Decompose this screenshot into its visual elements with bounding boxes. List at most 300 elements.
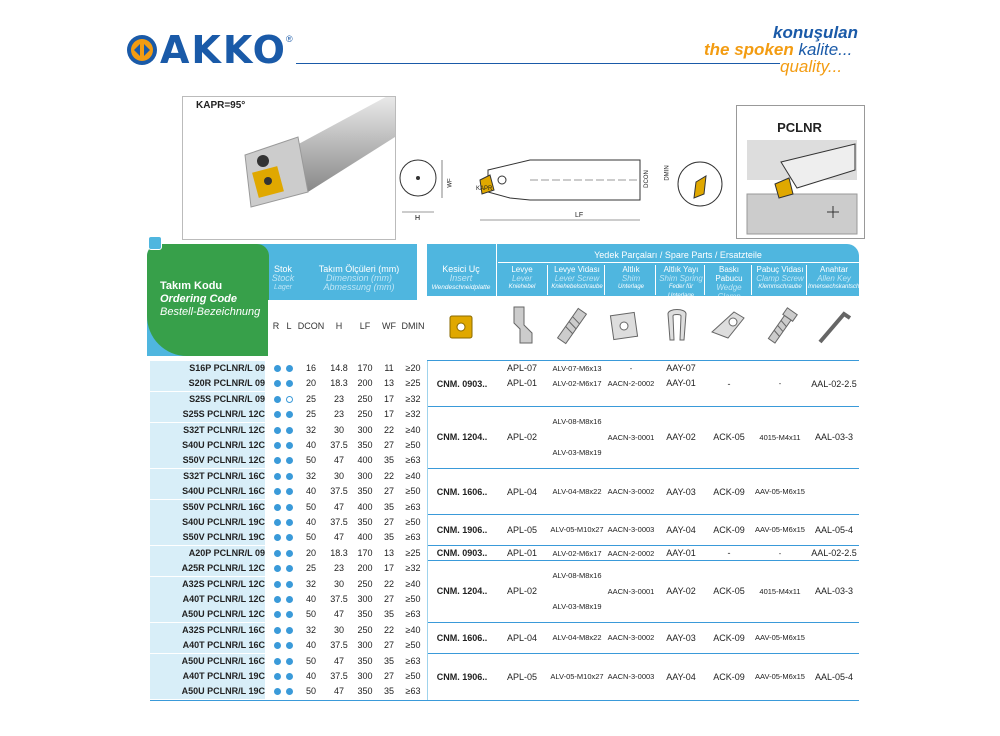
shim-value: AACN-3-0001 — [607, 433, 655, 443]
part-col-divider — [704, 265, 705, 295]
cell-dmin: ≥25 — [405, 378, 421, 389]
part-header-en: Lever — [511, 274, 532, 283]
stock-dots — [268, 607, 296, 622]
stock-l-dot — [286, 380, 293, 387]
part-col-divider — [806, 265, 807, 295]
tool-photo-frame — [182, 96, 396, 240]
cell-dmin: ≥50 — [405, 440, 421, 450]
cell-dcon: 25 — [305, 563, 316, 574]
dims-de: Abmessung (mm) — [323, 282, 395, 292]
stock-dots — [268, 469, 296, 484]
cell-dmin: ≥40 — [405, 470, 421, 481]
cell-dcon: 32 — [305, 424, 316, 435]
shim-value: - — [629, 364, 633, 373]
stock-dots — [268, 407, 296, 422]
stock-dots — [268, 376, 296, 391]
stock-r-dot — [274, 565, 281, 572]
wedge-clamp-icon — [708, 308, 748, 342]
cell-dcon: 50 — [305, 501, 316, 512]
spring-value: AAY-01 — [666, 378, 696, 389]
cell-wf: 27 — [383, 594, 394, 604]
screw-value: ALV-03-M8x19 — [552, 448, 602, 457]
cell-h: 37.5 — [330, 671, 348, 681]
kapr-label: KAPR=95° — [196, 100, 246, 111]
cell-dmin: ≥32 — [405, 563, 421, 574]
clamp-screw-value: 4015-M4x11 — [759, 433, 801, 443]
stock-l-dot — [286, 457, 293, 464]
spring-value: AAY-03 — [666, 486, 696, 497]
wedge-clamp-value: ACK-05 — [713, 432, 745, 443]
pclnr-diagram-icon — [737, 136, 864, 236]
stock-l-dot — [286, 504, 293, 511]
stock-l-dot — [286, 673, 293, 680]
shim-value: AACN-3-0003 — [607, 525, 655, 534]
cell-lf: 350 — [357, 609, 373, 620]
stock-tr: Stok — [273, 264, 292, 274]
wedge-clamp-value: - — [727, 379, 731, 389]
ordering-code: A32S PCLNR/L 16C — [150, 623, 265, 638]
shim-value: AACN-3-0001 — [607, 587, 655, 597]
insert-code: CNM. 1204.. — [436, 586, 488, 597]
insert-code: CNM. 1906.. — [436, 671, 488, 682]
ordering-code: S25S PCLNR/L 12C — [150, 407, 265, 422]
cell-lf: 350 — [357, 486, 373, 497]
cell-wf: 35 — [383, 686, 394, 697]
cell-wf: 13 — [383, 378, 394, 389]
dim-kapr: KAPR — [476, 186, 493, 192]
cell-h: 47 — [333, 686, 344, 697]
stock-dots — [268, 669, 296, 684]
subheader-dcon: DCON — [297, 321, 325, 331]
stock-dots — [268, 423, 296, 438]
part-header-de: Feder für — [668, 284, 694, 290]
stock-dots — [268, 623, 296, 638]
allen-key-value: AAL-02-2.5 — [811, 547, 857, 558]
insert-divider — [427, 361, 428, 700]
part-header-tr: Anahtar — [819, 265, 849, 274]
screw-value: ALV-08-M8x16 — [552, 417, 602, 427]
tagline-tr: konuşulan — [773, 23, 859, 42]
cell-dmin: ≥50 — [405, 486, 421, 497]
cell-wf: 22 — [383, 470, 394, 481]
insert-icon — [447, 313, 475, 341]
screw-value: ALV-02-M6x17 — [552, 548, 602, 558]
code-tr: Takım Kodu — [160, 280, 223, 292]
cell-dmin: ≥63 — [405, 455, 421, 466]
ordering-code: A40T PCLNR/L 19C — [150, 669, 265, 684]
wedge-clamp-value: ACK-09 — [713, 632, 745, 643]
stock-r-dot — [274, 504, 281, 511]
cell-h: 47 — [333, 501, 344, 512]
part-header-de: Kniehebel — [508, 284, 536, 290]
wedge-clamp-value: ACK-09 — [713, 671, 745, 682]
stock-de: Lager — [274, 284, 292, 291]
stock-r-dot — [274, 365, 281, 372]
part-header-de: Unterlage — [617, 284, 644, 290]
cell-lf: 300 — [357, 671, 373, 681]
insert-code: CNM. 1606.. — [436, 632, 488, 643]
cell-wf: 35 — [383, 609, 394, 620]
cell-wf: 27 — [383, 671, 394, 681]
cell-wf: 27 — [383, 486, 394, 497]
cell-h: 47 — [333, 532, 344, 543]
allen-key-icon — [814, 304, 854, 348]
ordering-code: A40T PCLNR/L 12C — [150, 592, 265, 607]
stock-l-dot — [286, 627, 293, 634]
stock-en: Stock — [271, 273, 295, 283]
cell-lf: 350 — [357, 655, 373, 666]
screw-value: ALV-08-M8x16 — [552, 571, 602, 581]
part-col-divider — [751, 265, 752, 295]
corner-tab-icon — [148, 236, 162, 250]
wedge-clamp-value: - — [727, 547, 731, 558]
stock-dots — [268, 438, 296, 453]
cell-dcon: 50 — [305, 655, 316, 666]
cell-dcon: 40 — [305, 640, 316, 651]
cell-dmin: ≥50 — [405, 640, 421, 651]
cell-dmin: ≥63 — [405, 655, 421, 666]
cell-dcon: 50 — [305, 532, 316, 543]
cell-wf: 35 — [383, 655, 394, 666]
stock-r-dot — [274, 688, 281, 695]
part-header-en: Wedge — [716, 283, 742, 292]
stock-l-dot — [286, 658, 293, 665]
cell-h: 18.3 — [330, 547, 348, 558]
insert-code: CNM. 1606.. — [436, 486, 488, 497]
cell-dmin: ≥20 — [405, 363, 421, 373]
lever-value: APL-07 — [506, 363, 538, 373]
table-bottom-line — [150, 700, 859, 701]
part-header-en: Clamp Screw — [756, 274, 804, 283]
cell-h: 30 — [333, 424, 344, 435]
spring-value: AAY-04 — [666, 671, 696, 682]
cell-h: 37.5 — [330, 440, 348, 450]
screw-value: ALV-02-M6x17 — [552, 379, 602, 389]
cell-wf: 11 — [384, 363, 394, 373]
cell-wf: 17 — [383, 393, 394, 404]
cell-wf: 22 — [383, 578, 394, 589]
insert-code: CNM. 1204.. — [436, 432, 488, 443]
lever-value: APL-01 — [506, 378, 538, 389]
ordering-code: S25S PCLNR/L 09 — [150, 392, 265, 407]
cell-dcon: 40 — [305, 594, 316, 604]
insert-de: Wendeschneidplatte — [431, 284, 491, 291]
stock-r-dot — [274, 427, 281, 434]
tagline-en-a: the spoken — [704, 40, 799, 59]
spring-value: AAY-04 — [666, 525, 696, 535]
stock-r-dot — [274, 658, 281, 665]
allen-key-value: AAL-03-3 — [814, 432, 854, 443]
stock-l-dot — [286, 581, 293, 588]
stock-l-dot — [286, 396, 293, 403]
bore-view-drawing-icon — [674, 156, 724, 216]
dim-dcon: DCON — [643, 170, 650, 188]
ordering-code: S40U PCLNR/L 19C — [150, 515, 265, 530]
dims-header — [300, 265, 418, 292]
stock-r-dot — [274, 396, 281, 403]
ordering-code: S40U PCLNR/L 12C — [150, 438, 265, 453]
part-header-en: Allen Key — [817, 274, 851, 283]
cell-lf: 250 — [357, 624, 373, 635]
stock-r-dot — [274, 411, 281, 418]
cell-lf: 350 — [357, 686, 373, 697]
insert-code: CNM. 1906.. — [436, 525, 488, 535]
cell-lf: 350 — [357, 440, 373, 450]
spring-value: AAY-01 — [666, 547, 696, 558]
cell-lf: 300 — [357, 470, 373, 481]
part-header-1 — [549, 265, 605, 292]
shim-value: AACN-3-0002 — [607, 486, 655, 496]
cell-lf: 200 — [357, 563, 373, 574]
ordering-code: A50U PCLNR/L 19C — [150, 684, 265, 699]
allen-key-value: AAL-05-4 — [814, 671, 854, 682]
stock-l-dot — [286, 550, 293, 557]
insert-code: CNM. 0903.. — [436, 379, 488, 389]
dims-en: Dimension (mm) — [325, 273, 392, 283]
cell-dmin: ≥63 — [405, 686, 421, 697]
stock-dots — [268, 592, 296, 607]
cell-h: 47 — [333, 609, 344, 620]
cell-lf: 200 — [357, 378, 373, 389]
screw-value: ALV-03-M8x19 — [552, 602, 602, 611]
part-header-de: Kniehebelschraube — [551, 284, 603, 290]
lever-value: APL-05 — [506, 525, 538, 535]
pclnr-title: PCLNR — [777, 120, 822, 135]
stock-l-dot — [286, 488, 293, 495]
cell-dcon: 25 — [305, 409, 316, 420]
end-view-drawing-icon — [398, 148, 448, 228]
stock-r-dot — [274, 673, 281, 680]
part-header-0 — [498, 265, 546, 292]
cell-wf: 27 — [383, 640, 394, 651]
lever-value: APL-02 — [506, 432, 538, 443]
stock-r-dot — [274, 611, 281, 618]
cell-h: 47 — [333, 455, 344, 466]
stock-r-dot — [274, 473, 281, 480]
stock-dots — [268, 453, 296, 468]
tagline-en-b: kalite... — [798, 40, 853, 59]
cell-h: 30 — [333, 470, 344, 481]
spare-title: Yedek Parçaları / Spare Parts / Ersatzteile — [594, 250, 762, 260]
part-header-tr: Altlık Yayı — [663, 265, 699, 274]
ordering-code: A25R PCLNR/L 12C — [150, 561, 265, 576]
part-col-divider — [547, 265, 548, 295]
cell-wf: 13 — [383, 547, 394, 558]
clamp-screw-value: AAV-05-M6x15 — [755, 632, 805, 642]
cell-wf: 35 — [383, 501, 394, 512]
dim-wf: WF — [447, 178, 454, 188]
cell-dcon: 25 — [305, 393, 316, 404]
brand-reg: ® — [286, 34, 293, 44]
cell-dmin: ≥63 — [405, 532, 421, 543]
shim-value: AACN-2-0002 — [607, 379, 655, 389]
cell-h: 18.3 — [330, 378, 348, 389]
cell-wf: 17 — [383, 409, 394, 420]
cell-h: 47 — [333, 655, 344, 666]
stock-l-dot — [286, 519, 293, 526]
shim-icon — [608, 310, 640, 342]
insert-col-divider — [496, 244, 497, 296]
lever-value: APL-01 — [506, 547, 538, 558]
insert-header — [427, 265, 495, 292]
cell-h: 23 — [333, 393, 344, 404]
stock-dots — [268, 684, 296, 699]
code-header — [160, 280, 260, 319]
subheader-r: R — [272, 321, 280, 331]
stock-l-dot — [286, 688, 293, 695]
ordering-code: A50U PCLNR/L 16C — [150, 654, 265, 669]
ordering-code: S50V PCLNR/L 19C — [150, 530, 265, 545]
dim-h-text: H — [415, 215, 421, 222]
stock-l-dot — [286, 534, 293, 541]
cell-lf: 250 — [357, 578, 373, 589]
cell-dmin: ≥40 — [405, 424, 421, 435]
cell-dcon: 50 — [305, 609, 316, 620]
stock-r-dot — [274, 596, 281, 603]
cell-wf: 22 — [383, 424, 394, 435]
part-header-de: Innensechskantschlüssel — [808, 284, 875, 290]
allen-key-value: AAL-02-2.5 — [811, 379, 857, 389]
subheader-wf: WF — [382, 321, 396, 331]
cell-dcon: 40 — [305, 486, 316, 497]
side-view-drawing-icon — [460, 150, 680, 230]
shim-spring-icon — [662, 306, 692, 346]
cell-dcon: 32 — [305, 470, 316, 481]
cell-dcon: 32 — [305, 578, 316, 589]
stock-l-dot — [286, 427, 293, 434]
subheader-h: H — [335, 321, 343, 331]
cell-lf: 250 — [357, 409, 373, 420]
cell-h: 23 — [333, 563, 344, 574]
stock-l-dot — [286, 411, 293, 418]
cell-dcon: 40 — [305, 517, 316, 527]
part-header-tr: Levye — [511, 265, 533, 274]
cell-lf: 170 — [357, 363, 373, 373]
tool-photo-icon — [183, 97, 395, 239]
ordering-code: S40U PCLNR/L 16C — [150, 484, 265, 499]
cell-dcon: 50 — [305, 455, 316, 466]
cell-dcon: 20 — [305, 378, 316, 389]
stock-l-dot — [286, 442, 293, 449]
stock-dots — [268, 484, 296, 499]
dim-dmin: DMIN — [664, 165, 671, 181]
clamp-screw-value: - — [778, 379, 782, 388]
spring-value: AAY-02 — [666, 586, 696, 597]
cell-dmin: ≥40 — [405, 578, 421, 589]
cell-dcon: 40 — [305, 671, 316, 681]
cell-h: 37.5 — [330, 640, 348, 651]
stock-l-dot — [286, 642, 293, 649]
part-header-en: Shim — [621, 274, 641, 283]
cell-lf: 170 — [357, 547, 373, 558]
ordering-code: S20R PCLNR/L 09 — [150, 376, 265, 391]
ordering-code: A20P PCLNR/L 09 — [150, 546, 265, 561]
allen-key-value: AAL-05-4 — [814, 525, 854, 535]
subheader-lf: LF — [359, 321, 371, 331]
clamp-screw-value: AAV-05-M6x15 — [755, 525, 805, 534]
part-header-tr: Pabuç Vidası — [756, 265, 804, 274]
cell-dmin: ≥40 — [405, 624, 421, 635]
cell-dmin: ≥32 — [405, 409, 421, 420]
subheader-dmin: DMIN — [401, 321, 425, 331]
cell-dcon: 32 — [305, 624, 316, 635]
cell-lf: 400 — [357, 532, 373, 543]
lever-value: APL-04 — [506, 486, 538, 497]
part-header-tr: Baskı Pabucu — [715, 265, 743, 283]
cell-lf: 300 — [357, 594, 373, 604]
wedge-clamp-value: ACK-09 — [713, 525, 745, 535]
code-en: Ordering Code — [160, 293, 238, 305]
stock-r-dot — [274, 442, 281, 449]
stock-l-dot — [286, 365, 293, 372]
stock-r-dot — [274, 534, 281, 541]
cell-wf: 17 — [383, 563, 394, 574]
stock-dots — [268, 530, 296, 545]
wedge-clamp-value: ACK-05 — [713, 586, 745, 597]
cell-lf: 300 — [357, 640, 373, 651]
tagline-quality: quality... — [780, 57, 843, 76]
cell-dcon: 40 — [305, 440, 316, 450]
part-col-divider — [655, 265, 656, 295]
cell-lf: 400 — [357, 455, 373, 466]
stock-l-dot — [286, 565, 293, 572]
allen-key-value: AAL-03-3 — [814, 586, 854, 597]
cell-h: 30 — [333, 578, 344, 589]
subheader-l: L — [286, 321, 292, 331]
code-de: Bestell-Bezeichnung — [160, 306, 261, 318]
stock-r-dot — [274, 627, 281, 634]
ordering-code: S50V PCLNR/L 12C — [150, 453, 265, 468]
screw-value: ALV-07-M6x13 — [552, 364, 602, 373]
wedge-clamp-value: ACK-09 — [713, 486, 745, 497]
screw-value: ALV-05-M10x27 — [550, 525, 604, 534]
cell-h: 14.8 — [330, 363, 348, 373]
akko-logo-icon — [126, 34, 158, 66]
part-header-5 — [753, 265, 807, 292]
cell-wf: 27 — [383, 440, 394, 450]
cell-wf: 22 — [383, 624, 394, 635]
screw-value: ALV-04-M8x22 — [552, 632, 602, 642]
ordering-code: A50U PCLNR/L 12C — [150, 607, 265, 622]
stock-dots — [268, 654, 296, 669]
stock-r-dot — [274, 457, 281, 464]
cell-wf: 35 — [383, 532, 394, 543]
stock-l-dot — [286, 473, 293, 480]
cell-lf: 350 — [357, 517, 373, 527]
cell-dmin: ≥32 — [405, 393, 421, 404]
stock-r-dot — [274, 380, 281, 387]
stock-dots — [268, 561, 296, 576]
cell-dcon: 16 — [305, 363, 316, 373]
part-col-divider — [604, 265, 605, 295]
spare-title-divider — [498, 262, 859, 263]
part-header-de: Klemmschraube — [758, 284, 802, 290]
stock-dots — [268, 577, 296, 592]
part-header-tr: Altlık — [622, 265, 640, 274]
cell-dmin: ≥63 — [405, 501, 421, 512]
ordering-code: S16P PCLNR/L 09 — [150, 361, 265, 376]
part-header-6 — [808, 265, 875, 292]
cell-h: 30 — [333, 624, 344, 635]
cell-wf: 27 — [383, 517, 394, 527]
cell-h: 37.5 — [330, 486, 348, 497]
clamp-screw-icon — [766, 304, 798, 348]
part-header-en: Lever Screw — [554, 274, 600, 283]
lever-value: APL-04 — [506, 632, 538, 643]
part-header-en: Shim Spring — [659, 274, 703, 283]
insert-code: CNM. 0903.. — [436, 547, 488, 558]
part-header-tr: Levye Vidası — [554, 265, 600, 274]
